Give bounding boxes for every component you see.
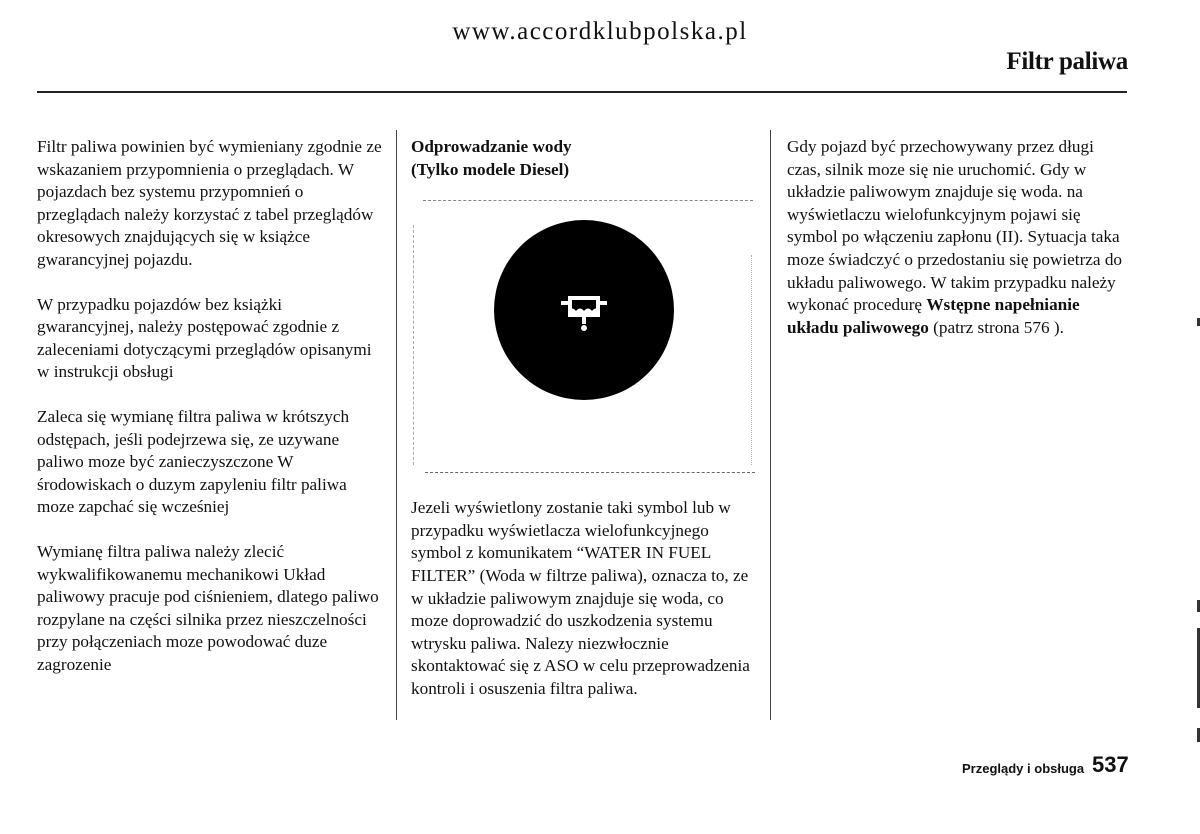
column-divider-1 [396,130,397,720]
procedure-name: Wstępne napełnianie układu paliwowego [787,295,1080,337]
column-1 [37,136,382,698]
column-2 [411,136,761,723]
section-title: Filtr paliwa [1006,48,1128,75]
column-divider-2 [770,130,771,720]
paragraph: Jezeli wyświetlony zostanie taki symbol lub w przypadku wyświetlacza wielofunkcyjnego symbol z komunikatem “WATER IN FUEL FILTER” (Woda w filtrze paliwa), oznacza to, ze w układzie paliwowym znajduje się woda, co moze doprowadzić do uszkodzenia systemu wtrysku paliwa. Nalezy niezwłocznie skontaktować się z ASO w celu przeprowadzenia kontroli i osuszenia filtra paliwa. [411,498,750,698]
figure-border-left [413,225,414,465]
paragraph: Wymianę filtra paliwa należy zlecić wykwalifikowanemu mechanikowi Układ paliwowy pracuje pod ciśnieniem, dlatego paliwo rozpylane na części silnika przez nieszczelności przy połączeniach moze powodować duze zagrozenie [37,541,379,674]
footer-section-label: Przeglądy i obsługa [962,761,1085,776]
subheading [411,136,761,181]
paragraph: Zaleca się wymianę filtra paliwa w krótszych odstępach, jeśli podejrzewa się, ze uzywane paliwo moze być zanieczyszczone W środowiskach o duzym zapyleniu filtr paliwa moze zapchać się wcześniej [37,406,350,517]
site-url: www.accordklubpolska.pl [452,18,748,45]
paragraph-text: Gdy pojazd być przechowywany przez długi czas, silnik moze się nie uruchomić. Gdy w układzie paliwowym znajduje się woda. na wyświetlaczu wielofunkcyjnym pojawi się symbol po włączeniu zapłonu (II). Sytuacja taka moze świadczyć o przedostaniu się powietrza do układu paliwowego. W takim przypadku należy wykonać procedurę [787,137,1123,315]
subheading-line-2: (Tylko modele Diesel) [411,159,570,179]
water-in-fuel-icon [557,284,611,338]
column-3 [787,136,1127,361]
page-reference: (patrz strona 576 ). [933,317,1064,337]
paragraph [787,136,1127,339]
figure-border-right [751,255,752,465]
indicator-disc [494,220,674,400]
figure-border-top [423,200,753,201]
warning-symbol-figure [411,195,756,475]
paragraph: W przypadku pojazdów bez książki gwarancyjnej, należy postępować zgodnie z zaleceniami dotyczącymi przeglądów opisanymi w instrukcji obsługi [37,294,372,382]
header-rule [37,91,1127,93]
subheading-line-1: Odprowadzanie wody [411,137,572,156]
paragraph: Filtr paliwa powinien być wymieniany zgodnie ze wskazaniem przypomnienia o przeglądach. W pojazdach bez systemu przypomnień o przeglądach należy korzystać z tabel przeglądów okresowych znajdujących się w książce gwarancyjnej pojazdu. [37,137,382,269]
figure-border-bottom [425,472,755,473]
page-number: 537 [1092,752,1129,777]
